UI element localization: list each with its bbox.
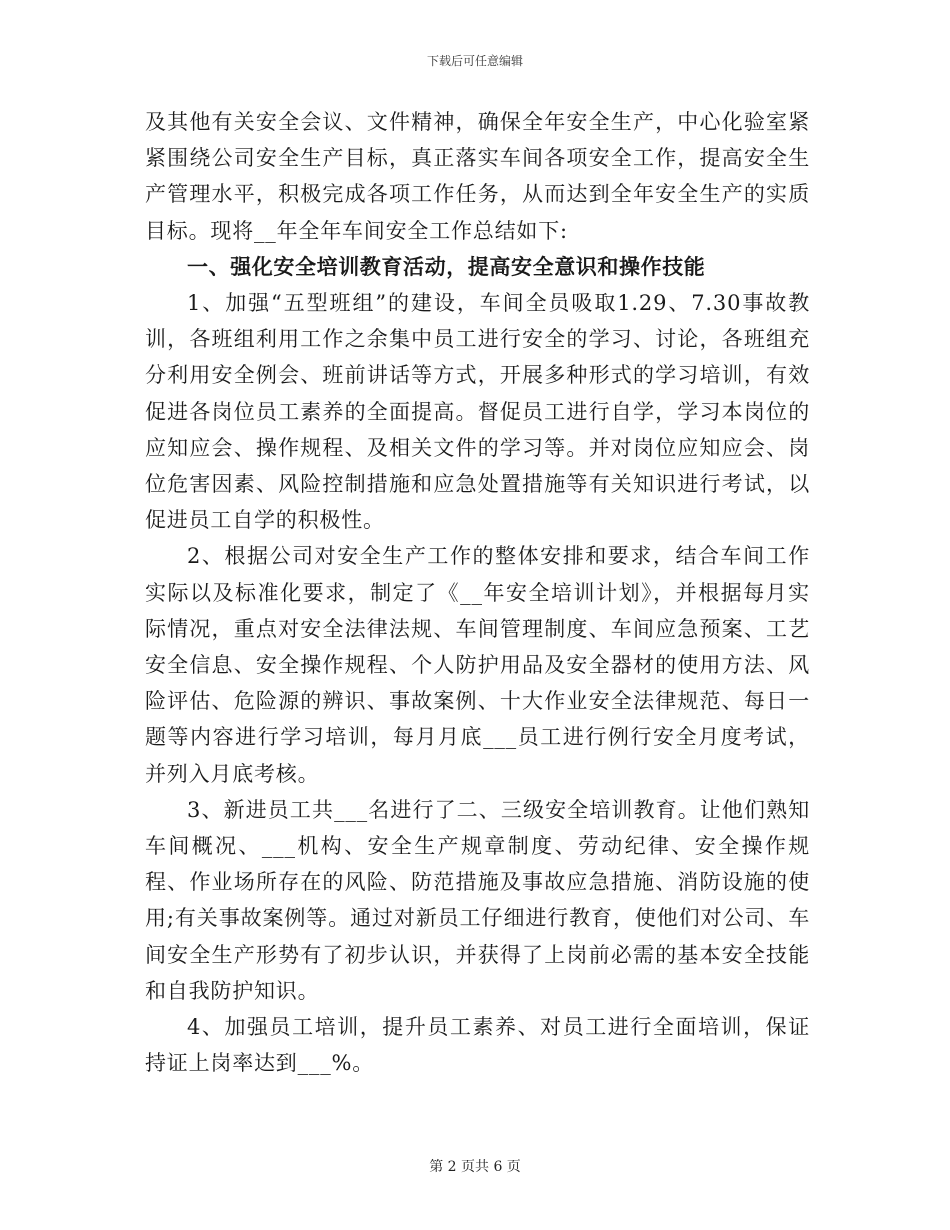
page-header: 下载后可任意编辑 [426, 54, 523, 68]
page-number: 第 2 页共 6 页 [429, 1159, 521, 1175]
paragraph-item-2: 2、根据公司对安全生产工作的整体安排和要求，结合车间工作实际以及标准化要求，制定了《__年安全培训计划》，并根据每月实际情况，重点对安全法律法规、车间管理制度、车间应急预案、工艺安全信息、安全操作规程、个人防护用品及安全器材的使用方法、风险评估、危险源的辨识、事故案例、十大作业安全法律规范、每日一题等内容进行学习培训，每月月底___员工进行例行安全月度考试，并列入月底考核。 [145, 544, 810, 786]
section-heading: 一、强化安全培训教育活动，提高安全意识和操作技能 [187, 254, 706, 279]
paragraph-item-3: 3、新进员工共___名进行了二、三级安全培训教育。让他们熟知车间概况、___机构、安全生产规章制度、劳动纪律、安全操作规程、作业场所存在的风险、防范措施及事故应急措施、消防设施的使用;有关事故案例等。通过对新员工仔细进行教育，使他们对公司、车间安全生产形势有了初步认识，并获得了上岗前必需的基本安全技能和自我防护知识。 [145, 797, 810, 1003]
paragraph-item-4: 4、加强员工培训，提升员工素养、对员工进行全面培训，保证持证上岗率达到___%。 [145, 1015, 810, 1076]
document-body [145, 104, 810, 1081]
paragraph-item-1: 1、加强“五型班组”的建设，车间全员吸取1.29、7.30事故教训，各班组利用工作之余集中员工进行安全的学习、讨论，各班组充分利用安全例会、班前讲话等方式，开展多种形式的学习培训，有效促进各岗位员工素养的全面提高。督促员工进行自学，学习本岗位的应知应会、操作规程、及相关文件的学习等。并对岗位应知应会、岗位危害因素、风险控制措施和应急处置措施等有关知识进行考试，以促进员工自学的积极性。 [145, 291, 810, 533]
intro-paragraph: 及其他有关安全会议、文件精神，确保全年安全生产，中心化验室紧紧围绕公司安全生产目标，真正落实车间各项安全工作，提高安全生产管理水平，积极完成各项工作任务，从而达到全年安全生产的实质目标。现将__年全年车间安全工作总结如下: [145, 110, 810, 243]
